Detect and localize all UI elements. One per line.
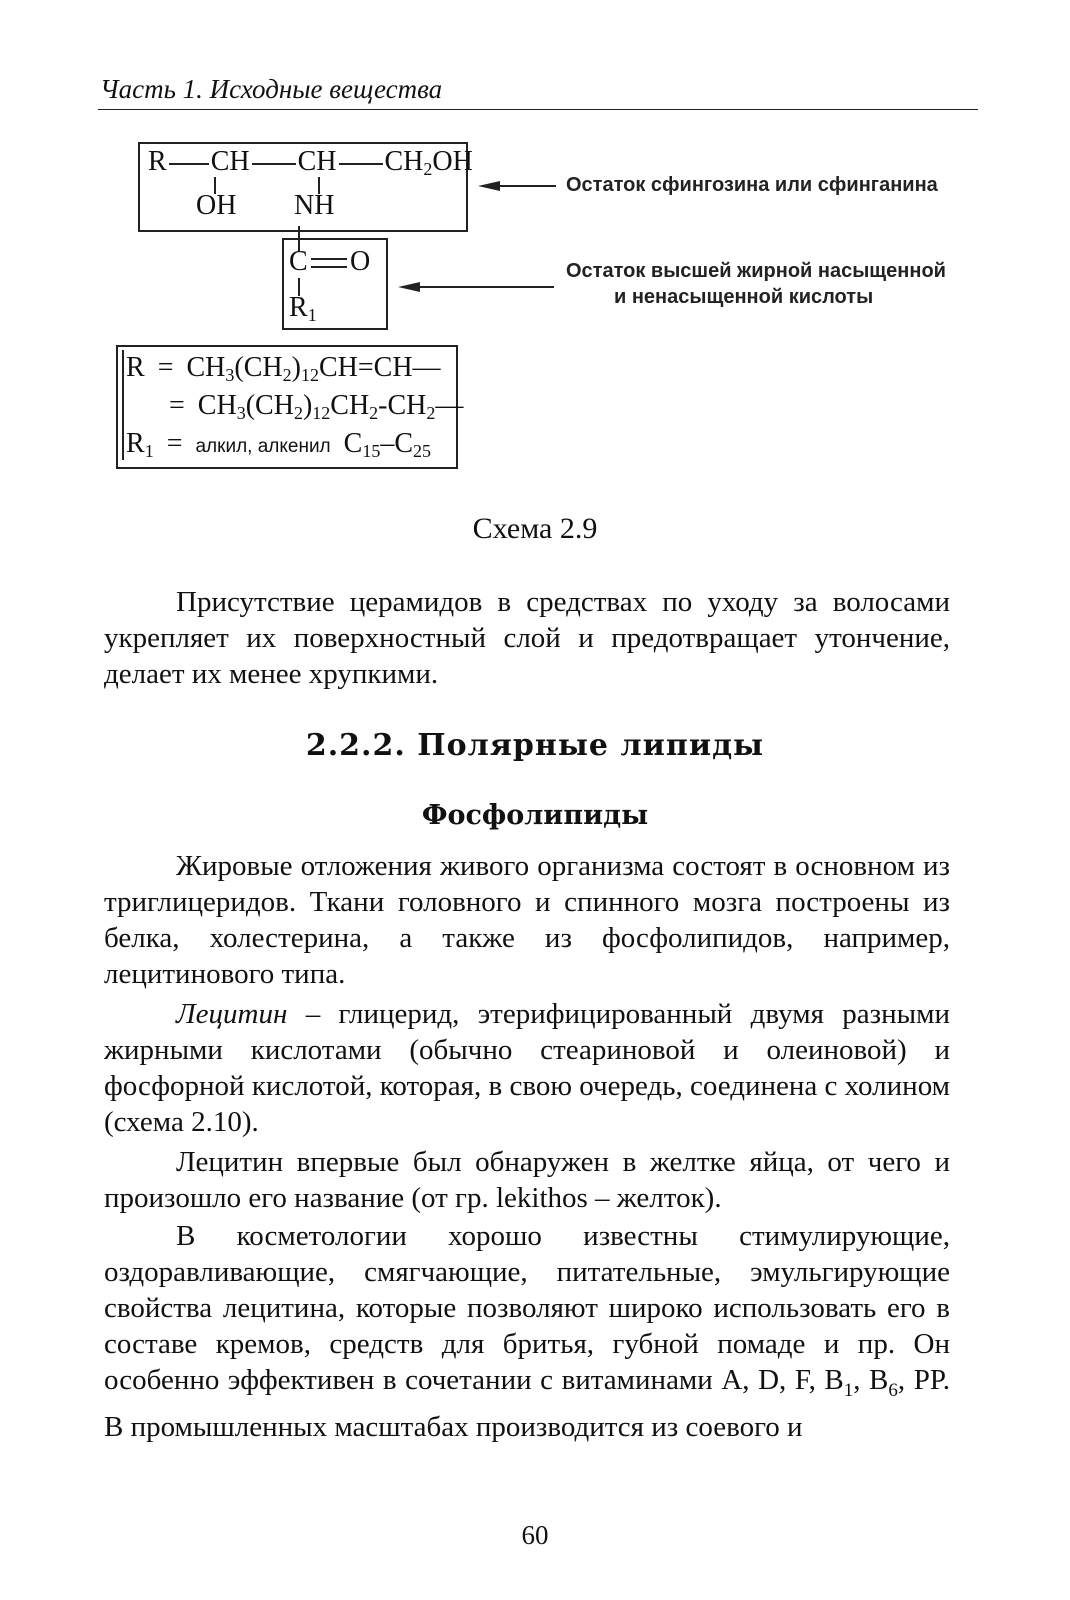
paragraph-cosmetology <box>104 1218 950 1445</box>
def3-c: C <box>343 428 363 459</box>
def-r1-letter: R <box>126 428 145 459</box>
def-chain-range <box>344 428 431 459</box>
def-eq-1: = <box>157 352 174 383</box>
def-line-r <box>126 352 441 384</box>
def2-ch: CH <box>197 390 237 421</box>
comma: , <box>853 1364 861 1396</box>
def2-tail: — <box>435 390 464 421</box>
def-r1-sub: 1 <box>144 441 154 461</box>
definitions-inner-rule <box>122 350 124 460</box>
r1-letter: R <box>289 292 308 323</box>
label-acid-line1: Остаток высшей жирной насыщенной <box>566 260 946 282</box>
def2-sub12: 12 <box>312 403 331 423</box>
def-eq-2: = <box>169 390 185 421</box>
scheme-caption: Схема 2.9 <box>472 512 598 545</box>
label-acid-line2: и ненасыщенной кислоты <box>614 286 874 308</box>
arrow-acid-head <box>398 282 420 292</box>
def2-sub2b: 2 <box>369 403 379 423</box>
def1-sub2: 2 <box>282 365 292 385</box>
paragraph-lecithin-origin: Лецитин впервые был обнаружен в желтке яйца, от чего и произошло его название (от гр. lekithos – желток). <box>104 1146 950 1214</box>
def2-sub3: 3 <box>236 403 246 423</box>
cosmetology-text: В косметологии хорошо известны стимулирующие, оздоравливающие, смягчающие, питательные, эмульгирующие свойства лецитина, которые позволяют широко использовать его в составе кремов, средств для бритья, губной помаде и пр. Он особенно эффективен в сочетании с витаминами A, D, F, B <box>104 1220 950 1396</box>
def2-sub2: 2 <box>293 403 303 423</box>
paragraph-ceramides: Присутствие церамидов в средствах по уходу за волосами укрепляет их поверхностный слой и предотвращает утончение, делает их менее хрупкими. <box>104 586 950 690</box>
arrow-acid-shaft <box>418 286 554 288</box>
carbonyl-c: C <box>289 246 308 277</box>
def3-c2: –C <box>380 428 414 459</box>
subsection-title: Фосфолипиды <box>421 800 649 831</box>
def2-sub2c: 2 <box>426 403 436 423</box>
ch2oh-sub: 2 <box>423 159 433 179</box>
page-number: 60 <box>521 1520 549 1550</box>
double-bond-top <box>311 258 347 260</box>
header-rule <box>98 109 978 110</box>
ch2oh-oh: OH <box>432 146 473 177</box>
running-header: Часть 1. Исходные вещества <box>100 74 443 104</box>
def3-sub25: 25 <box>413 441 432 461</box>
def-line-r-alt <box>169 390 463 422</box>
def1-close: ) <box>291 352 301 383</box>
def1-sub3: 3 <box>225 365 235 385</box>
carbonyl-o: O <box>350 246 371 277</box>
ch-2: CH <box>297 146 337 177</box>
def2-ch2: CH <box>330 390 370 421</box>
oh-group: OH <box>196 190 237 221</box>
def2-ch2b: -CH <box>378 390 427 421</box>
def-alkyl-text: алкил, алкенил <box>195 436 331 457</box>
def1-ch-paren: (CH <box>234 352 283 383</box>
lecithin-definition-text: – глицерид, этерифицированный двумя разными жирными кислотами (обычно стеариновой и олеиновой) и фосфорной кислотой, которая, в свою очередь, соединена с холином (схема 2.10). <box>104 998 950 1138</box>
r1-sub: 1 <box>307 305 317 325</box>
lecithin-term: Лецитин <box>176 998 288 1030</box>
label-sphingosine: Остаток сфингозина или сфинганина <box>566 174 938 196</box>
cosmetology-end: , PP. В промышленных масштабах производится из соевого и <box>104 1364 950 1443</box>
ch2oh-ch: CH <box>384 146 424 177</box>
arrow-sphingosine-shaft <box>498 185 556 187</box>
paragraph-lecithin-definition <box>104 996 950 1140</box>
double-bond-bottom <box>311 266 347 268</box>
r1-group <box>289 292 317 324</box>
def1-tail: CH=CH— <box>318 352 441 383</box>
def-line-r1 <box>126 428 431 460</box>
paragraph-fat-deposits: Жировые отложения живого организма состоят в основном из триглицеридов. Ткани головного и спинного мозга построены из белка, холестерина, а также из фосфолипидов, например, лецитинового типа. <box>104 850 950 990</box>
nh-group: NH <box>294 190 335 221</box>
arrow-sphingosine-head <box>478 181 500 191</box>
def1-ch: CH <box>186 352 226 383</box>
def2-ch-paren: (CH <box>245 390 294 421</box>
b1-sub: 1 <box>843 1379 854 1401</box>
def1-sub12: 12 <box>300 365 319 385</box>
b6: B <box>860 1364 889 1396</box>
sphingosine-top-line <box>148 146 473 178</box>
r-group: R <box>148 146 167 177</box>
ch-1: CH <box>210 146 250 177</box>
b6-sub: 6 <box>888 1379 898 1401</box>
def2-close: ) <box>302 390 313 421</box>
def-eq-3: = <box>166 428 183 459</box>
def3-sub15: 15 <box>362 441 381 461</box>
section-title: 2.2.2. Полярные липиды <box>305 728 765 763</box>
def-r-letter: R <box>126 352 145 383</box>
